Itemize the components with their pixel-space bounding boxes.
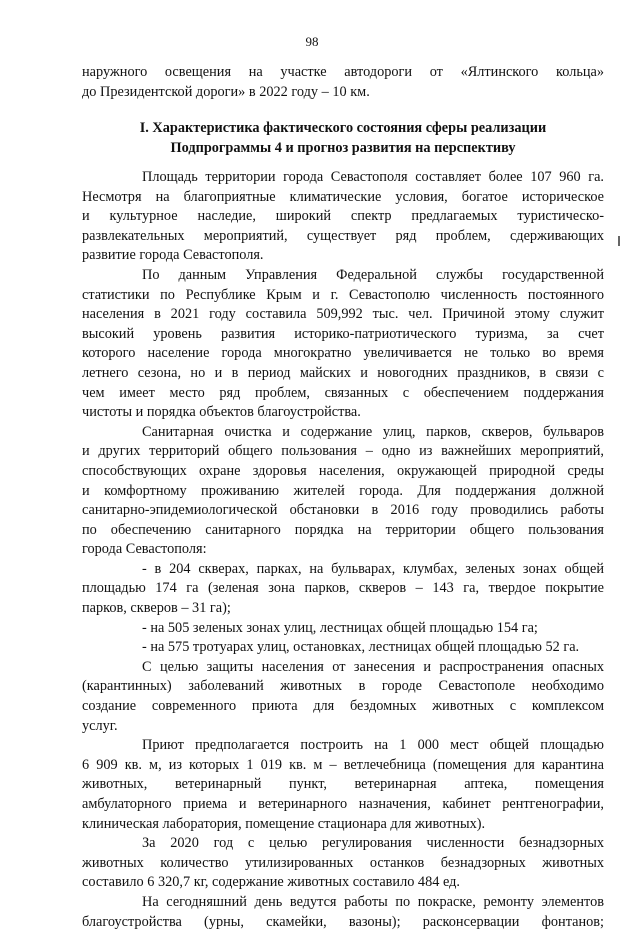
body-paragraph: [82, 736, 604, 834]
body-paragraph: [82, 266, 604, 423]
text-line: Несмотря на благоприятные климатические условия, богатое историческое: [82, 188, 604, 205]
body-paragraph: [82, 168, 604, 266]
text-line: до Президентской дороги» в 2022 году – 10 км.: [82, 83, 370, 100]
text-line: и культурное наследие, широкий спектр предлагаемых туристическо-: [82, 208, 604, 225]
text-line: (карантинных) заболеваний животных в городе Севастополе необходимо: [82, 678, 604, 695]
text-line: - в 204 скверах, парках, на бульварах, клумбах, зеленых зонах общей: [142, 560, 604, 577]
text-line: клиническая лаборатория, помещение стационара для животных).: [82, 815, 486, 832]
text-line: благоустройства (урны, скамейки, вазоны); расконсервации фонтанов;: [82, 913, 604, 930]
text-line: животных, ветеринарный пункт, ветеринарная аптека, помещения: [82, 776, 604, 793]
body-text: [82, 168, 604, 932]
body-paragraph: [82, 423, 604, 560]
text-line: наружного освещения на участке автодороги от «Ялтинского кольца»: [82, 64, 604, 80]
text-line: По данным Управления Федеральной службы государственной: [142, 266, 604, 283]
text-line: - на 575 тротуарах улиц, остановках, лестницах общей площадью 52 га.: [142, 639, 580, 656]
body-paragraph: [82, 619, 604, 639]
text-line: Приют предполагается построить на 1 000 мест общей площадью: [142, 737, 604, 754]
text-line: санитарно-эпидемиологической обстановки в 2016 году проводились работы: [82, 502, 604, 519]
body-paragraph: [82, 638, 604, 658]
body-paragraph: [82, 560, 604, 619]
text-line: по обеспечению санитарного порядка на территории общего пользования: [82, 521, 604, 538]
text-line: Санитарная очистка и содержание улиц, парков, скверов, бульваров: [142, 423, 604, 440]
text-line: 6 909 кв. м, из которых 1 019 кв. м – ветлечебница (помещения для карантина: [82, 756, 604, 773]
text-line: услуг.: [82, 717, 118, 734]
text-line: населения в 2021 году составила 509,992 тыс. чел. Причиной этому служит: [82, 306, 604, 323]
body-paragraph: [82, 658, 604, 736]
text-line: которого население города многократно увеличивается не только во время: [82, 345, 604, 362]
page-number: 98: [305, 34, 319, 49]
text-line: площадью 174 га (зеленая зона парков, скверов – 143 га, твердое покрытие: [82, 580, 604, 597]
text-line: и других территорий общего пользования – одно из важнейших мероприятий,: [82, 443, 604, 460]
text-line: чистоты и порядка объектов благоустройства.: [82, 404, 361, 421]
heading-line: I. Характеристика фактического состояния сферы реализации: [139, 120, 547, 136]
text-line: Площадь территории города Севастополя составляет более 107 960 га.: [142, 169, 604, 185]
text-line: составило 6 320,7 кг, содержание животных составило 484 ед.: [82, 874, 460, 891]
text-line: За 2020 год с целью регулирования численности безнадзорных: [142, 835, 604, 852]
text-line: создание современного приюта для бездомных животных с комплексом: [82, 698, 604, 715]
body-paragraph: [82, 834, 604, 893]
heading-line: Подпрограммы 4 и прогноз развития на перспективу: [170, 139, 516, 156]
section-heading: [82, 119, 604, 158]
text-line: чем имеет место ряд проблем, связанных с обеспечением поддержания: [82, 384, 604, 401]
text-line: летнего сезона, но и в период майских и новогодних праздников, в связи с: [82, 364, 604, 381]
text-line: способствующих охране здоровья населения, окружающей природной среды: [82, 462, 604, 479]
text-line: С целью защиты населения от занесения и распространения опасных: [142, 658, 604, 675]
text-line: развитие города Севастополя.: [82, 247, 264, 264]
text-line: парков, скверов – 31 га);: [82, 600, 231, 617]
intro-paragraph: [82, 63, 604, 102]
text-line: развлекательных мероприятий, существует ряд проблем, сдерживающих: [82, 227, 604, 244]
text-line: амбулаторного приема и ветеринарного назначения, кабинет рентгенографии,: [82, 796, 604, 812]
body-paragraph: [82, 893, 604, 932]
scan-edge-mark: [618, 236, 620, 246]
text-line: животных количество утилизированных останков безнадзорных животных: [82, 854, 604, 871]
text-line: - на 505 зеленых зонах улиц, лестницах общей площадью 154 га;: [142, 619, 538, 636]
text-line: статистики по Республике Крым и г. Севастополю численность постоянного: [82, 286, 604, 303]
text-line: На сегодняшний день ведутся работы по покраске, ремонту элементов: [142, 893, 604, 910]
text-line: и комфортному проживанию жителей города. Для поддержания должной: [82, 482, 604, 499]
text-line: города Севастополя:: [82, 541, 207, 558]
text-line: высокий уровень развития историко-патриотического туризма, за счет: [82, 325, 604, 342]
